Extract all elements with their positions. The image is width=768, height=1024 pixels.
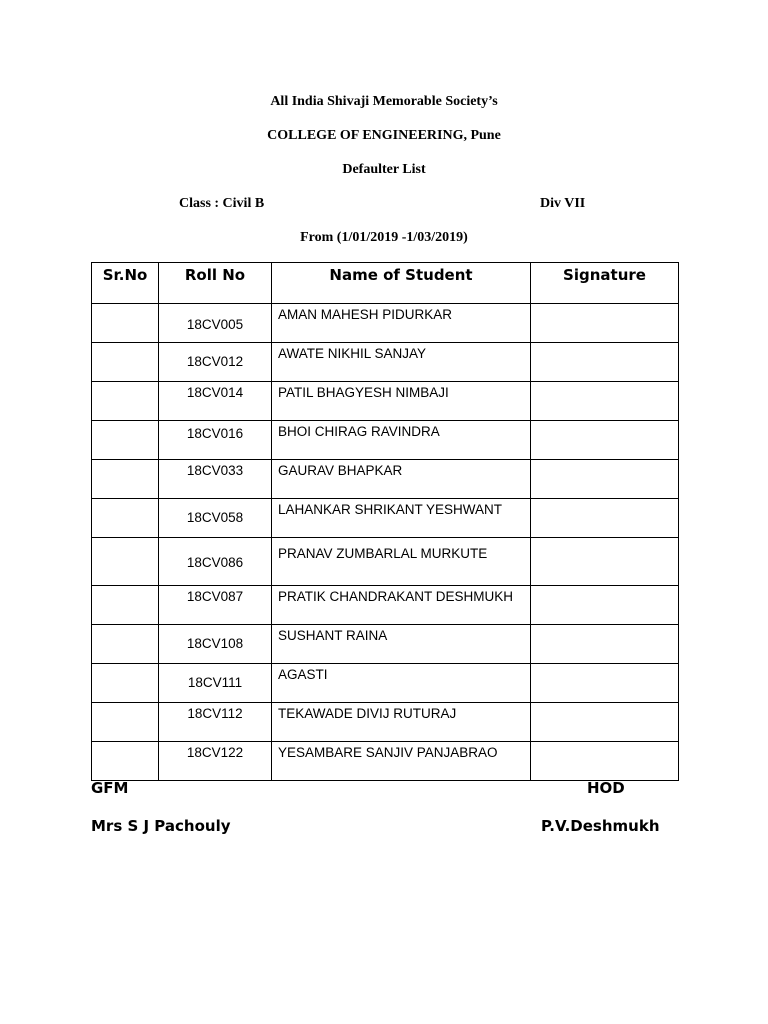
signature-cell [531, 304, 679, 343]
roll-no-cell: 18CV108 [159, 625, 272, 664]
table-row [92, 625, 679, 664]
column-header-student-name: Name of Student [272, 263, 531, 304]
student-name-cell: TEKAWADE DIVIJ RUTURAJ [272, 703, 531, 742]
table-row [92, 664, 679, 703]
table-body [92, 304, 679, 781]
signature-cell [531, 538, 679, 586]
roll-no-cell: 18CV112 [159, 703, 272, 742]
sr-no-cell [92, 499, 159, 538]
signature-cell [531, 421, 679, 460]
defaulter-table [91, 262, 679, 781]
signature-cell [531, 625, 679, 664]
student-name-cell: SUSHANT RAINA [272, 625, 531, 664]
period-label: From (1/01/2019 -1/03/2019) [300, 230, 468, 245]
column-header-signature: Signature [531, 263, 679, 304]
sr-no-cell [92, 304, 159, 343]
table-row [92, 304, 679, 343]
gfm-name: Mrs S J Pachouly [91, 817, 231, 835]
table-row [92, 703, 679, 742]
sr-no-cell [92, 703, 159, 742]
hod-name: P.V.Deshmukh [541, 817, 660, 835]
signature-cell [531, 343, 679, 382]
student-name-cell: AMAN MAHESH PIDURKAR [272, 304, 531, 343]
table-row [92, 499, 679, 538]
roll-no-cell: 18CV014 [159, 382, 272, 421]
signature-cell [531, 499, 679, 538]
column-header-sr-no: Sr.No [92, 263, 159, 304]
sr-no-cell [92, 421, 159, 460]
column-header-roll-no: Roll No [159, 263, 272, 304]
roll-no-cell: 18CV086 [159, 538, 272, 586]
sr-no-cell [92, 460, 159, 499]
signature-cell [531, 664, 679, 703]
roll-no-cell: 18CV087 [159, 586, 272, 625]
signature-cell [531, 460, 679, 499]
sr-no-cell [92, 538, 159, 586]
table-row [92, 586, 679, 625]
student-name-cell: AGASTI [272, 664, 531, 703]
table-row [92, 382, 679, 421]
table-row [92, 343, 679, 382]
college-name: COLLEGE OF ENGINEERING, Pune [267, 128, 501, 143]
table-header-row [92, 263, 679, 304]
sr-no-cell [92, 625, 159, 664]
hod-label: HOD [587, 779, 625, 797]
roll-no-cell: 18CV005 [159, 304, 272, 343]
table-row [92, 460, 679, 499]
student-name-cell: PATIL BHAGYESH NIMBAJI [272, 382, 531, 421]
student-name-cell: BHOI CHIRAG RAVINDRA [272, 421, 531, 460]
document-title: Defaulter List [342, 162, 426, 177]
society-name: All India Shivaji Memorable Society’s [270, 94, 498, 109]
roll-no-cell: 18CV122 [159, 742, 272, 781]
signature-cell [531, 742, 679, 781]
table-row [92, 538, 679, 586]
signature-cell [531, 382, 679, 421]
roll-no-cell: 18CV016 [159, 421, 272, 460]
student-name-cell: GAURAV BHAPKAR [272, 460, 531, 499]
class-label: Class : Civil B [179, 196, 265, 211]
student-name-cell: AWATE NIKHIL SANJAY [272, 343, 531, 382]
table-row [92, 421, 679, 460]
sr-no-cell [92, 664, 159, 703]
sr-no-cell [92, 382, 159, 421]
student-name-cell: PRATIK CHANDRAKANT DESHMUKH [272, 586, 531, 625]
sr-no-cell [92, 343, 159, 382]
signature-cell [531, 586, 679, 625]
division-label: Div VII [540, 196, 586, 211]
gfm-label: GFM [91, 779, 129, 797]
sr-no-cell [92, 586, 159, 625]
table-row [92, 742, 679, 781]
roll-no-cell: 18CV033 [159, 460, 272, 499]
roll-no-cell: 18CV111 [159, 664, 272, 703]
sr-no-cell [92, 742, 159, 781]
student-name-cell: PRANAV ZUMBARLAL MURKUTE [272, 538, 531, 586]
signature-cell [531, 703, 679, 742]
roll-no-cell: 18CV058 [159, 499, 272, 538]
roll-no-cell: 18CV012 [159, 343, 272, 382]
student-name-cell: YESAMBARE SANJIV PANJABRAO [272, 742, 531, 781]
student-name-cell: LAHANKAR SHRIKANT YESHWANT [272, 499, 531, 538]
